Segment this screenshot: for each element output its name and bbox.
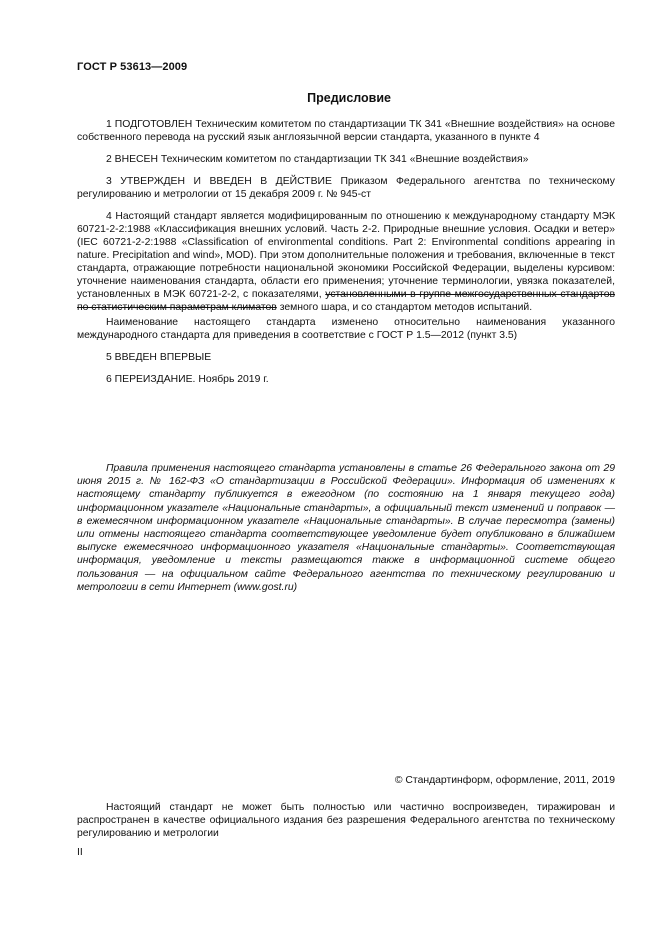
paragraph-5: 5 ВВЕДЕН ВПЕРВЫЕ bbox=[106, 352, 212, 363]
paragraph-3: 3 УТВЕРЖДЕН И ВВЕДЕН В ДЕЙСТВИЕ Приказом Федерального агентства по техническому регулированию и метрологии от 15 декабря 2009 г. № 945-ст bbox=[77, 176, 615, 200]
preface-body bbox=[77, 118, 615, 386]
paragraph-1: 1 ПОДГОТОВЛЕН Техническим комитетом по стандартизации ТК 341 «Внешние воздействия» на основе собственного перевода на русский язык англоязычной версии стандарта, указанного в пункте 4 bbox=[77, 119, 615, 143]
paragraph-6: 6 ПЕРЕИЗДАНИЕ. Ноябрь 2019 г. bbox=[106, 374, 269, 385]
preface-title: Предисловие bbox=[307, 91, 391, 105]
section-heading-wrapper bbox=[77, 91, 611, 105]
application-rules-notice: Правила применения настоящего стандарта установлены в статье 26 Федерального закона от 29 июня 2015 г. № 162-ФЗ «О стандартизации в Российской Федерации». Информация об изменениях к настоящему стандарту публикуется в ежегодном (по состоянию на 1 января текущего года) информационном указателе «Национальные стандарты», а официальный текст изменений и поправок — в ежемесячном информационном указателе «Национальные стандарты». В случае пересмотра (замены) или отмены настоящего стандарта соответствующее уведомление будет опубликовано в ближайшем выпуске ежемесячного информационного указателя «Национальные стандарты». Соответствующая информация, уведомление и тексты размещаются также в информационной системе общего пользования — на официальном сайте Федерального агентства по техническому регулированию и метрологии в сети Интернет (www.gost.ru) bbox=[77, 463, 615, 593]
paragraph-4 bbox=[77, 210, 615, 314]
paragraph-4-struck-text: установленными в группе межгосударственных стандартов по статистическим параметрам климатов bbox=[77, 289, 616, 313]
page-number: II bbox=[77, 847, 83, 858]
paragraph-4-text: 4 Настоящий стандарт является модифицированным по отношению к международному стандарту МЭК 60721-2-2:1988 «Классификация внешних условий. Часть 2-2. Природные внешние условия. Осадки и ветер» (IEC 60721-2-2:1988 «Classification of environmental conditions. Part 2: Environmental conditions appearing in nature. Precipitation and wind», MOD). При этом дополнительные положения и требования, включенные в текст стандарта, отражающие потребности национальной экономики Российской Федерации, выделены курсивом: уточнение наименования стандарта, области его применения; уточнение терминологии, увязка показателей, установленных в МЭК 60721-2-2, с показателями, bbox=[77, 211, 615, 300]
paragraph-4-name-note: Наименование настоящего стандарта изменено относительно наименования указанного международного стандарта для приведения в соответствие с ГОСТ Р 1.5—2012 (пункт 3.5) bbox=[77, 317, 615, 341]
paragraph-4-tail: земного шара, и со стандартом методов испытаний. bbox=[276, 302, 533, 313]
copyright-line: © Стандартинформ, оформление, 2011, 2019 bbox=[394, 775, 615, 786]
paragraph-2: 2 ВНЕСЕН Техническим комитетом по стандартизации ТК 341 «Внешние воздействия» bbox=[106, 154, 529, 165]
reproduction-rights-text: Настоящий стандарт не может быть полностью или частично воспроизведен, тиражирован и распространен в качестве официального издания без разрешения Федерального агентства по техническому регулированию и метрологии bbox=[77, 802, 615, 839]
standard-code: ГОСТ Р 53613—2009 bbox=[77, 61, 188, 73]
